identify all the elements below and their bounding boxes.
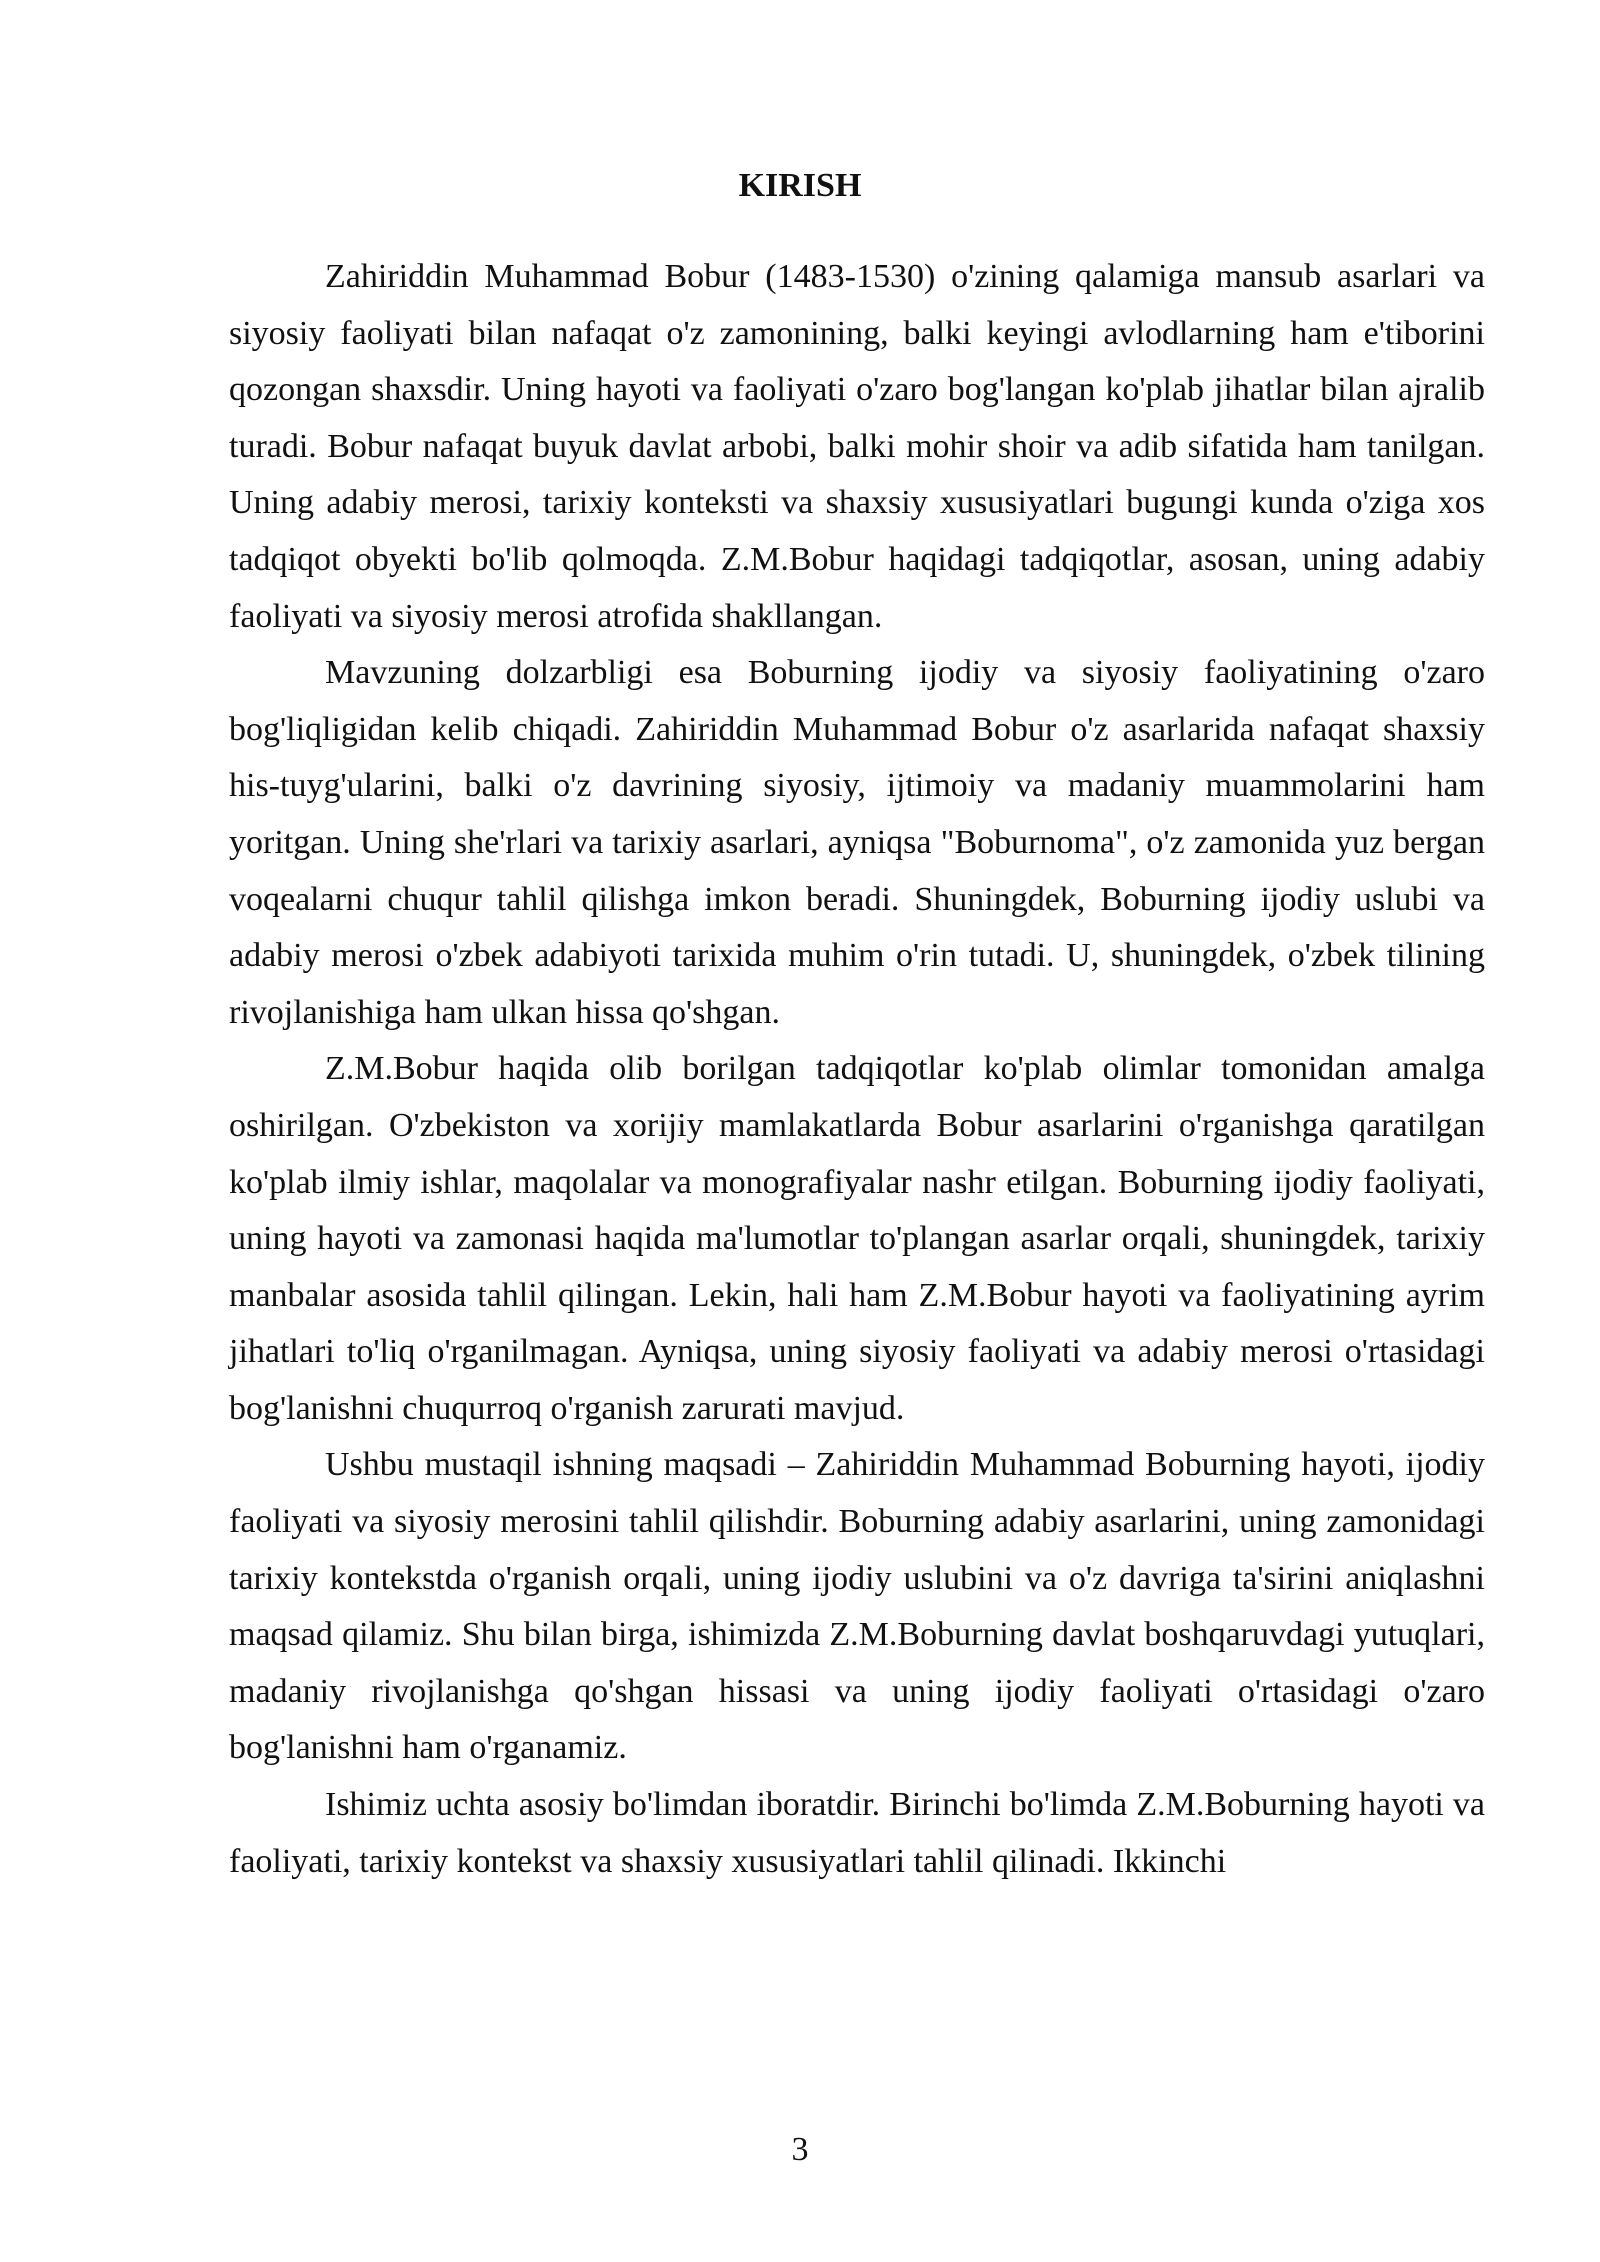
paragraph: Mavzuning dolzarbligi esa Boburning ijodiy va siyosiy faoliyatining o'zaro bog'liqligidan kelib chiqadi. Zahiriddin Muhammad Bobur o'z asarlarida nafaqat shaxsiy his-tuyg'ularini, balki o'z davrining siyosiy, ijtimoiy va madaniy muammolarini ham yoritgan. Uning she'rlari va tarixiy asarlari, ayniqsa "Boburnoma", o'z zamonida yuz bergan voqealarni chuqur tahlil qilishga imkon beradi. Shuningdek, Boburning ijodiy uslubi va adabiy merosi o'zbek adabiyoti tarixida muhim o'rin tutadi. U, shuningdek, o'zbek tilining rivojlanishiga ham ulkan hissa qo'shgan. (229, 654, 1485, 1031)
document-body (229, 249, 1485, 1890)
paragraph: Zahiriddin Muhammad Bobur (1483-1530) o'zining qalamiga mansub asarlari va siyosiy faoliyati bilan nafaqat o'z zamonining, balki keyingi avlodlarning ham e'tiborini qozongan shaxsdir. Uning hayoti va faoliyati o'zaro bog'langan ko'plab jihatlar bilan ajralib turadi. Bobur nafaqat buyuk davlat arbobi, balki mohir shoir va adib sifatida ham tanilgan. Uning adabiy merosi, tarixiy konteksti va shaxsiy xususiyatlari bugungi kunda o'ziga xos tadqiqot obyekti bo'lib qolmoqda. Z.M.Bobur haqidagi tadqiqotlar, asosan, uning adabiy faoliyati va siyosiy merosi atrofida shakllangan. (229, 258, 1485, 635)
section-heading: KIRISH (738, 167, 862, 204)
paragraph: Ishimiz uchta asosiy bo'limdan iboratdir. Birinchi bo'limda Z.M.Boburning hayoti va faoliyati, tarixiy kontekst va shaxsiy xususiyatlari tahlil qilinadi. Ikkinchi (229, 1786, 1485, 1880)
page-number: 3 (791, 2131, 809, 2168)
paragraph: Z.M.Bobur haqida olib borilgan tadqiqotlar ko'plab olimlar tomonidan amalga oshirilgan. O'zbekiston va xorijiy mamlakatlarda Bobur asarlarini o'rganishga qaratilgan ko'plab ilmiy ishlar, maqolalar va monografiyalar nashr etilgan. Boburning ijodiy faoliyati, uning hayoti va zamonasi haqida ma'lumotlar to'plangan asarlar orqali, shuningdek, tarixiy manbalar asosida tahlil qilingan. Lekin, hali ham Z.M.Bobur hayoti va faoliyatining ayrim jihatlari to'liq o'rganilmagan. Ayniqsa, uning siyosiy faoliyati va adabiy merosi o'rtasidagi bog'lanishni chuqurroq o'rganish zarurati mavjud. (229, 1050, 1485, 1427)
paragraph: Ushbu mustaqil ishning maqsadi – Zahiriddin Muhammad Boburning hayoti, ijodiy faoliyati va siyosiy merosini tahlil qilishdir. Boburning adabiy asarlarini, uning zamonidagi tarixiy kontekstda o'rganish orqali, uning ijodiy uslubini va o'z davriga ta'sirini aniqlashni maqsad qilamiz. Shu bilan birga, ishimizda Z.M.Boburning davlat boshqaruvdagi yutuqlari, madaniy rivojlanishga qo'shgan hissasi va uning ijodiy faoliyati o'rtasidagi o'zaro bog'lanishni ham o'rganamiz. (229, 1446, 1485, 1767)
